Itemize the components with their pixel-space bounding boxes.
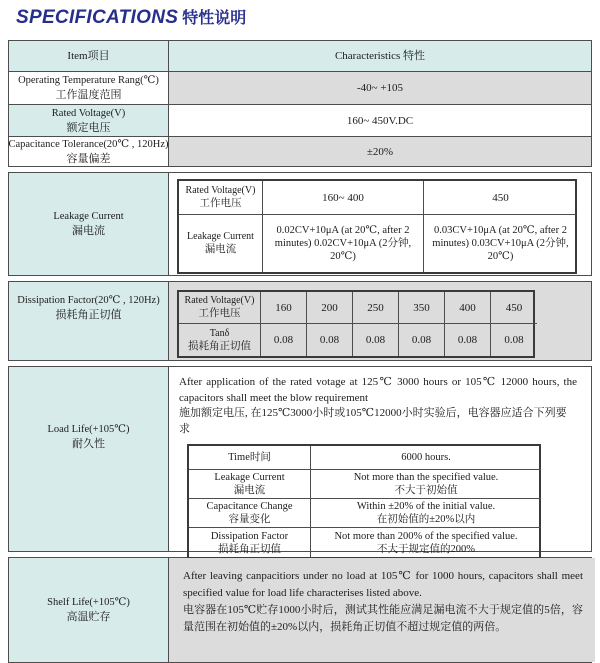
- life-capchange-label-zh: 容量变化: [228, 514, 271, 525]
- shelf-life-label-zh: 高温贮存: [66, 611, 111, 623]
- header-item-cell: [9, 41, 169, 71]
- operating-temp-label-en: Operating Temperature Rang(℃): [18, 75, 159, 86]
- life-leakage-label-zh: 漏电流: [233, 485, 266, 496]
- leakage-current-header-cell: [179, 215, 263, 272]
- row-rated-voltage: [9, 104, 591, 136]
- dissipation-label-en: Dissipation Factor(20℃ , 120Hz): [17, 295, 160, 306]
- life-capchange-value-cell: [311, 499, 541, 528]
- shelf-life-label-en: Shelf Life(+105℃): [47, 597, 130, 608]
- rated-voltage-label-en: Rated Voltage(V): [51, 107, 126, 119]
- section-dissipation-factor: [8, 281, 592, 361]
- leakage-value-cell: [169, 173, 591, 275]
- row-capacitance-tolerance: [9, 136, 591, 166]
- leakage-range-2: 450: [492, 191, 509, 204]
- leakage-range-1: 160~ 400: [322, 191, 364, 204]
- dissipation-tan-cell: [353, 324, 399, 356]
- row-shelf-life: [9, 558, 591, 662]
- operating-temp-value-cell: [169, 72, 591, 104]
- dissipation-voltage-cell: [353, 292, 399, 324]
- load-life-intro-en: After application of the rated votage at 125℃ 3000 hours or 105℃ 12000 hours, the capacitors shall meet the blow requirement: [179, 376, 577, 404]
- life-time-label: Time时间: [228, 452, 271, 463]
- section-basic: [8, 40, 592, 167]
- row-operating-temp: [9, 71, 591, 104]
- dissipation-inner-table: [177, 290, 535, 358]
- dissipation-tan-header-en: Tanδ: [209, 327, 230, 339]
- dissipation-tan-header-zh: 损耗角正切值: [188, 340, 251, 352]
- header-characteristics-label: Characteristics 特性: [334, 50, 426, 62]
- section-leakage-current: [8, 172, 592, 276]
- dissipation-voltage-cell: [261, 292, 307, 324]
- operating-temp-label-zh: 工作温度范围: [55, 89, 122, 101]
- section-load-life: [8, 366, 592, 555]
- life-dissipation-value-zh: 不大于规定值的200%: [377, 543, 475, 555]
- load-life-value-cell: [169, 367, 591, 555]
- leakage-inner-table: [177, 179, 577, 274]
- leakage-voltage-header-cell: [179, 181, 263, 215]
- cap-tolerance-label-zh: 容量偏差: [66, 152, 111, 165]
- leakage-formula-2: 0.03CV+10μA (at 20℃, after 2 minutes) 0.03CV+10μA (2分钟, 20℃): [432, 225, 569, 262]
- dissipation-tan-200: 0.08: [319, 334, 340, 346]
- header-characteristics-cell: [169, 41, 591, 71]
- cap-tolerance-label-cell: [9, 137, 169, 166]
- leakage-current-header-zh: 漏电流: [204, 244, 237, 255]
- leakage-label-cell: [9, 173, 169, 275]
- leakage-formula-1: 0.02CV+10μA (at 20℃, after 2 minutes) 0.02CV+10μA (2分钟, 20℃): [274, 225, 412, 262]
- dissipation-tan-cell: [307, 324, 353, 356]
- rated-voltage-label-zh: 额定电压: [66, 121, 111, 134]
- dissipation-tan-cell: [399, 324, 445, 356]
- shelf-life-label-cell: [9, 558, 169, 662]
- leakage-formula-2-cell: [424, 215, 577, 272]
- cap-tolerance-label-en: Capacitance Tolerance(20℃ , 120Hz): [8, 138, 169, 150]
- dissipation-voltage-header-en: Rated Voltage(V): [184, 295, 255, 306]
- spec-table: [8, 40, 592, 663]
- life-capchange-label-cell: [189, 499, 311, 528]
- life-time-value-cell: [311, 446, 541, 470]
- leakage-label-zh: 漏电流: [72, 225, 105, 237]
- dissipation-voltage-160: 160: [275, 301, 292, 314]
- life-capchange-value-zh: 在初始值的±20%以内: [376, 514, 476, 525]
- load-life-inner-table: [187, 444, 541, 559]
- leakage-formula-1-cell: [263, 215, 424, 272]
- section-shelf-life: [8, 557, 592, 663]
- load-life-label-cell: [9, 367, 169, 551]
- rated-voltage-label-cell: [9, 105, 169, 136]
- dissipation-voltage-250: 250: [367, 301, 384, 314]
- dissipation-tan-400: 0.08: [457, 334, 478, 346]
- operating-temp-value: -40~ +105: [356, 82, 404, 94]
- shelf-life-value-cell: [169, 558, 595, 662]
- leakage-label-en: Leakage Current: [53, 211, 124, 222]
- life-time-value: 6000 hours.: [401, 452, 451, 463]
- dissipation-voltage-cell: [307, 292, 353, 324]
- dissipation-voltage-header-zh: 工作电压: [198, 308, 241, 319]
- dissipation-voltage-200: 200: [321, 301, 338, 314]
- dissipation-tan-250: 0.08: [365, 334, 386, 346]
- dissipation-voltage-cell: [399, 292, 445, 324]
- life-leakage-value-en: Not more than the specified value.: [353, 472, 499, 483]
- load-life-body: [169, 367, 600, 559]
- dissipation-tan-160: 0.08: [273, 334, 294, 346]
- dissipation-voltage-350: 350: [413, 301, 430, 314]
- dissipation-tan-header-cell: [179, 324, 261, 356]
- page-title-zh: 特性说明: [182, 10, 247, 27]
- dissipation-label-cell: [9, 282, 169, 360]
- dissipation-tan-cell: [445, 324, 491, 356]
- row-load-life: [9, 367, 591, 555]
- row-leakage-current: [9, 173, 591, 275]
- life-dissipation-value-cell: [311, 528, 541, 557]
- leakage-current-header-en: Leakage Current: [187, 231, 254, 242]
- shelf-life-text-en: After leaving canpacitiors under no load at 105℃ for 1000 hours, capacitors shall meet specified value for load life characterises listed above.: [183, 570, 583, 599]
- life-leakage-value-zh: 不大于初始值: [394, 485, 458, 496]
- life-leakage-label-cell: [189, 470, 311, 499]
- leakage-voltage-header-en: Rated Voltage(V): [185, 185, 256, 196]
- dissipation-voltage-cell: [445, 292, 491, 324]
- leakage-voltage-header-zh: 工作电压: [199, 198, 242, 209]
- load-life-label-zh: 耐久性: [72, 438, 105, 450]
- life-time-label-cell: [189, 446, 311, 470]
- cap-tolerance-value: ±20%: [366, 145, 394, 158]
- load-life-label-en: Load Life(+105℃): [47, 424, 130, 435]
- dissipation-voltage-400: 400: [459, 301, 476, 314]
- life-dissipation-label-cell: [189, 528, 311, 557]
- row-dissipation-factor: [9, 282, 591, 360]
- rated-voltage-value-cell: [169, 105, 591, 136]
- dissipation-tan-cell: [491, 324, 537, 356]
- life-leakage-label-en: Leakage Current: [214, 472, 285, 483]
- dissipation-value-cell: [169, 282, 591, 360]
- cap-tolerance-value-cell: [169, 137, 591, 166]
- life-dissipation-label-en: Dissipation Factor: [210, 530, 289, 542]
- life-dissipation-value-en: Not more than 200% of the specified value.: [334, 530, 518, 542]
- rated-voltage-value: 160~ 450V.DC: [346, 114, 414, 127]
- header-item-label: Item项目: [67, 50, 110, 62]
- life-capchange-value-en: Within ±20% of the initial value.: [356, 501, 496, 512]
- shelf-life-text-zh: 电容器在105℃贮存1000小时后，测试其性能应满足漏电流不大于规定值的5倍，容量范围在初始值的±20%以内，损耗角正切值不超过规定值的两倍。: [183, 604, 583, 633]
- life-capchange-label-en: Capacitance Change: [206, 501, 293, 512]
- shelf-life-body: [169, 558, 600, 636]
- dissipation-label-zh: 损耗角正切值: [55, 309, 122, 321]
- life-leakage-value-cell: [311, 470, 541, 499]
- dissipation-voltage-450: 450: [505, 301, 523, 314]
- life-dissipation-label-zh: 损耗角正切值: [218, 543, 281, 555]
- page-title: [16, 5, 246, 29]
- leakage-range-2-cell: [424, 181, 577, 215]
- page-title-en: SPECIFICATIONS: [16, 7, 179, 28]
- dissipation-tan-450: 0.08: [504, 334, 524, 346]
- table-header-row: [9, 41, 591, 71]
- dissipation-tan-cell: [261, 324, 307, 356]
- dissipation-tan-350: 0.08: [411, 334, 432, 346]
- load-life-intro-zh: 施加额定电压, 在125℃3000小时或105℃12000小时实验后，电容器应适合下列要求: [179, 407, 567, 435]
- dissipation-voltage-cell: [491, 292, 537, 324]
- operating-temp-label-cell: [9, 72, 169, 104]
- leakage-range-1-cell: [263, 181, 424, 215]
- dissipation-voltage-header-cell: [179, 292, 261, 324]
